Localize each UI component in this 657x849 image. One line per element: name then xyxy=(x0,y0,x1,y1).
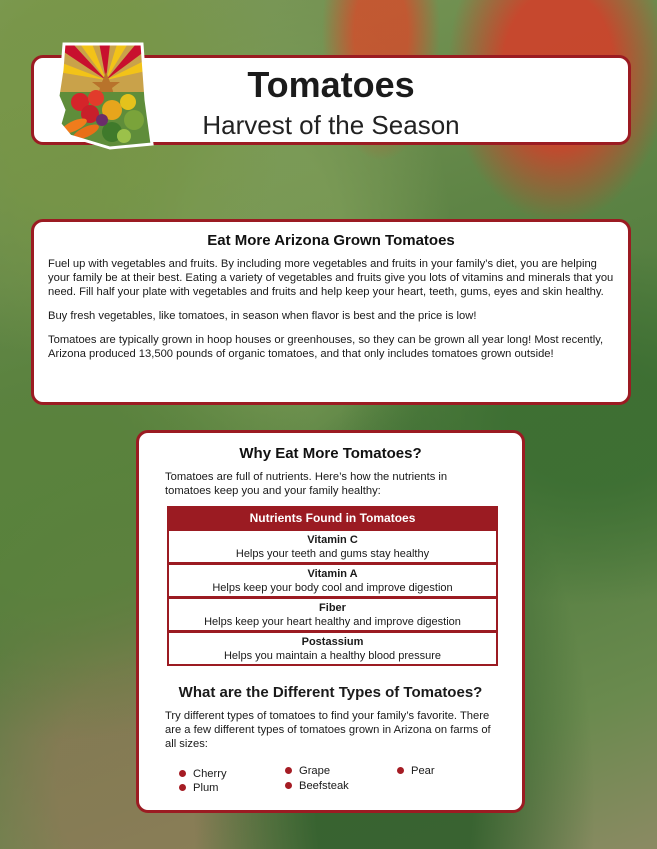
bullet-icon xyxy=(285,782,292,789)
nutrients-table xyxy=(167,506,498,666)
tomato-type-label: Grape xyxy=(299,765,331,777)
nutrient-description: Helps keep your body cool and improve digestion xyxy=(212,582,453,594)
arizona-produce-logo-icon xyxy=(50,40,162,152)
nutrient-name: Vitamin A xyxy=(307,568,358,580)
tomato-types-list xyxy=(165,763,496,803)
nutrient-row xyxy=(169,562,496,596)
eat-more-paragraph: Tomatoes are typically grown in hoop houses or greenhouses, so they can be grown all year long! Most recently, Arizona produced 13,500 pounds of organic tomatoes, and that only includes tomatoes grown outside! xyxy=(48,334,604,360)
tomato-type-label: Cherry xyxy=(193,768,227,780)
nutrient-row xyxy=(169,596,496,630)
bullet-icon xyxy=(179,770,186,777)
bullet-icon xyxy=(179,784,186,791)
eat-more-heading: Eat More Arizona Grown Tomatoes xyxy=(207,232,455,249)
list-item xyxy=(285,764,330,778)
tomato-type-label: Pear xyxy=(411,765,435,777)
page-subtitle: Harvest of the Season xyxy=(202,110,460,140)
types-heading: What are the Different Types of Tomatoes? xyxy=(178,684,483,701)
list-item xyxy=(179,767,227,781)
nutrients-table-header: Nutrients Found in Tomatoes xyxy=(169,508,496,528)
list-item xyxy=(397,764,435,778)
why-intro: Tomatoes are full of nutrients. Here’s how the nutrients in tomatoes keep you and your family healthy: xyxy=(165,471,448,497)
nutrient-row xyxy=(169,528,496,562)
why-eat-card xyxy=(136,430,525,813)
nutrient-description: Helps keep your heart healthy and improve digestion xyxy=(204,616,461,628)
tomato-type-label: Beefsteak xyxy=(299,780,349,792)
nutrient-name: Fiber xyxy=(319,602,346,614)
bullet-icon xyxy=(285,767,292,774)
nutrient-description: Helps you maintain a healthy blood pressure xyxy=(223,650,442,662)
nutrient-row xyxy=(169,630,496,664)
eat-more-card xyxy=(31,219,631,405)
bullet-icon xyxy=(397,767,404,774)
nutrient-name: Postassium xyxy=(301,636,364,648)
page-title: Tomatoes xyxy=(247,64,415,105)
nutrient-name: Vitamin C xyxy=(307,534,358,546)
types-intro: Try different types of tomatoes to find your family’s favorite. There are a few different types of tomatoes grown in Arizona on farms of all sizes: xyxy=(165,710,491,750)
why-heading: Why Eat More Tomatoes? xyxy=(239,445,422,462)
eat-more-paragraph: Buy fresh vegetables, like tomatoes, in season when flavor is best and the price is low! xyxy=(48,310,477,322)
nutrient-description: Helps your teeth and gums stay healthy xyxy=(235,548,430,560)
eat-more-paragraph: Fuel up with vegetables and fruits. By including more vegetables and fruits in your family’s diet, you are helping your family be at their best. Eating a variety of vegetables and fruits give you lots of vitamins and minerals that you need. Fill half your plate with vegetables and fruits and help keep your heart, teeth, gums, eyes and skin healthy. xyxy=(48,258,614,298)
tomato-type-label: Plum xyxy=(193,782,219,794)
list-item xyxy=(179,781,219,795)
list-item xyxy=(285,779,349,793)
